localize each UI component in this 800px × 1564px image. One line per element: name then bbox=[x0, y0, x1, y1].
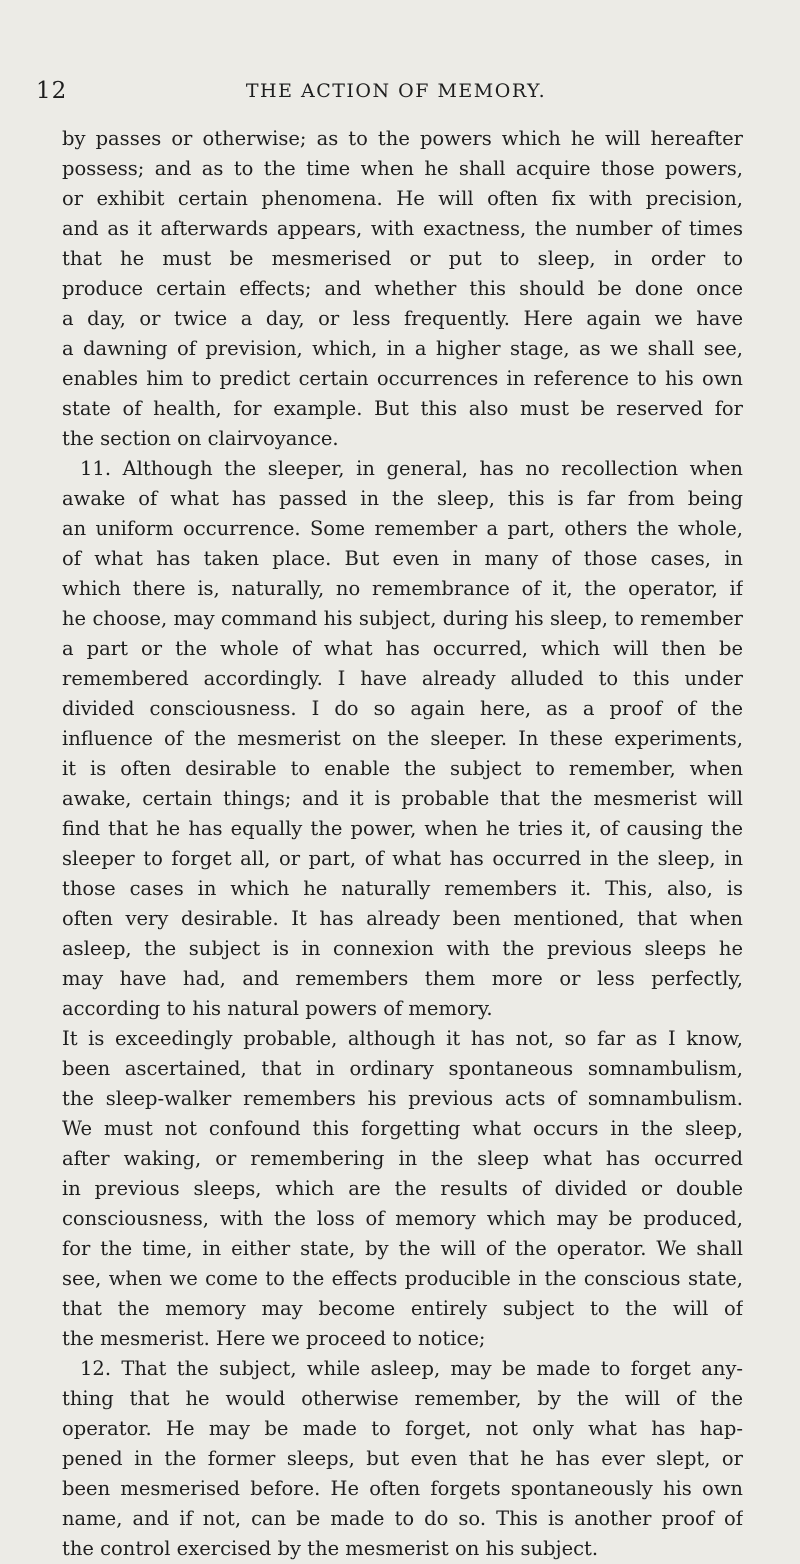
body-text bbox=[62, 124, 743, 1564]
text-line: been ascertained, that in ordinary spontaneous somnambulism, bbox=[62, 1057, 743, 1080]
text-line: 11. Although the sleeper, in general, has no recollection when bbox=[80, 457, 743, 480]
running-head bbox=[36, 78, 756, 108]
text-line: in previous sleeps, which are the results of divided or double bbox=[62, 1177, 743, 1200]
text-line: he choose, may command his subject, during his sleep, to remember bbox=[62, 607, 743, 630]
text-line: of what has taken place. But even in many of those cases, in bbox=[62, 547, 743, 570]
text-line: been mesmerised before. He often forgets spontaneously his own bbox=[62, 1477, 743, 1500]
text-line: that he must be mesmerised or put to sleep, in order to bbox=[62, 247, 743, 270]
text-line: according to his natural powers of memory. bbox=[62, 997, 493, 1020]
text-line: for the time, in either state, by the will of the operator. We shall bbox=[62, 1237, 743, 1260]
text-line: sleeper to forget all, or part, of what has occurred in the sleep, in bbox=[62, 847, 743, 870]
text-line: divided consciousness. I do so again here, as a proof of the bbox=[62, 697, 743, 720]
page-number: 12 bbox=[36, 78, 68, 104]
page-title: THE ACTION OF MEMORY. bbox=[245, 80, 547, 102]
text-line: may have had, and remembers them more or less perfectly, bbox=[62, 967, 743, 990]
text-line: a part or the whole of what has occurred, which will then be bbox=[62, 637, 743, 660]
text-line: state of health, for example. But this also must be reserved for bbox=[62, 397, 743, 420]
text-line: the section on clairvoyance. bbox=[62, 427, 339, 450]
text-line: the control exercised by the mesmerist on his subject. bbox=[62, 1537, 599, 1560]
text-line: possess; and as to the time when he shall acquire those powers, bbox=[62, 157, 743, 180]
text-line: see, when we come to the effects producible in the conscious state, bbox=[62, 1267, 743, 1290]
text-line: name, and if not, can be made to do so. This is another proof of bbox=[62, 1507, 743, 1530]
text-line: remembered accordingly. I have already alluded to this under bbox=[62, 667, 743, 690]
text-line: and as it afterwards appears, with exactness, the number of times bbox=[62, 217, 743, 240]
text-line: those cases in which he naturally remembers it. This, also, is bbox=[62, 877, 743, 900]
text-line: which there is, naturally, no remembrance of it, the operator, if bbox=[62, 577, 743, 600]
text-line: find that he has equally the power, when he tries it, of causing the bbox=[62, 817, 743, 840]
text-line: enables him to predict certain occurrences in reference to his own bbox=[62, 367, 743, 390]
text-line: by passes or otherwise; as to the powers which he will hereafter bbox=[62, 127, 743, 150]
text-line: a day, or twice a day, or less frequently. Here again we have bbox=[62, 307, 743, 330]
text-line: the sleep-walker remembers his previous acts of somnambulism. bbox=[62, 1087, 743, 1110]
text-line: an uniform occurrence. Some remember a part, others the whole, bbox=[62, 517, 743, 540]
text-line: thing that he would otherwise remember, by the will of the bbox=[62, 1387, 743, 1410]
text-line: influence of the mesmerist on the sleeper. In these experiments, bbox=[62, 727, 743, 750]
text-line: the mesmerist. Here we proceed to notice; bbox=[62, 1327, 486, 1350]
text-line: often very desirable. It has already been mentioned, that when bbox=[62, 907, 743, 930]
text-line: it is often desirable to enable the subject to remember, when bbox=[62, 757, 743, 780]
text-line: 12. That the subject, while asleep, may be made to forget any- bbox=[80, 1357, 743, 1380]
text-line: awake, certain things; and it is probable that the mesmerist will bbox=[62, 787, 743, 810]
text-line: or exhibit certain phenomena. He will often fix with precision, bbox=[62, 187, 743, 210]
text-line: operator. He may be made to forget, not only what has hap- bbox=[62, 1417, 743, 1440]
text-line: after waking, or remembering in the sleep what has occurred bbox=[62, 1147, 743, 1170]
text-line: pened in the former sleeps, but even that he has ever slept, or bbox=[62, 1447, 743, 1470]
text-line: a dawning of prevision, which, in a higher stage, as we shall see, bbox=[62, 337, 743, 360]
text-line: We must not confound this forgetting what occurs in the sleep, bbox=[62, 1117, 743, 1140]
text-line: produce certain effects; and whether this should be done once bbox=[62, 277, 743, 300]
text-line: that the memory may become entirely subject to the will of bbox=[62, 1297, 743, 1320]
text-line: It is exceedingly probable, although it has not, so far as I know, bbox=[62, 1027, 743, 1050]
text-line: consciousness, with the loss of memory which may be produced, bbox=[62, 1207, 743, 1230]
text-line: asleep, the subject is in connexion with the previous sleeps he bbox=[62, 937, 743, 960]
text-line: awake of what has passed in the sleep, this is far from being bbox=[62, 487, 743, 510]
